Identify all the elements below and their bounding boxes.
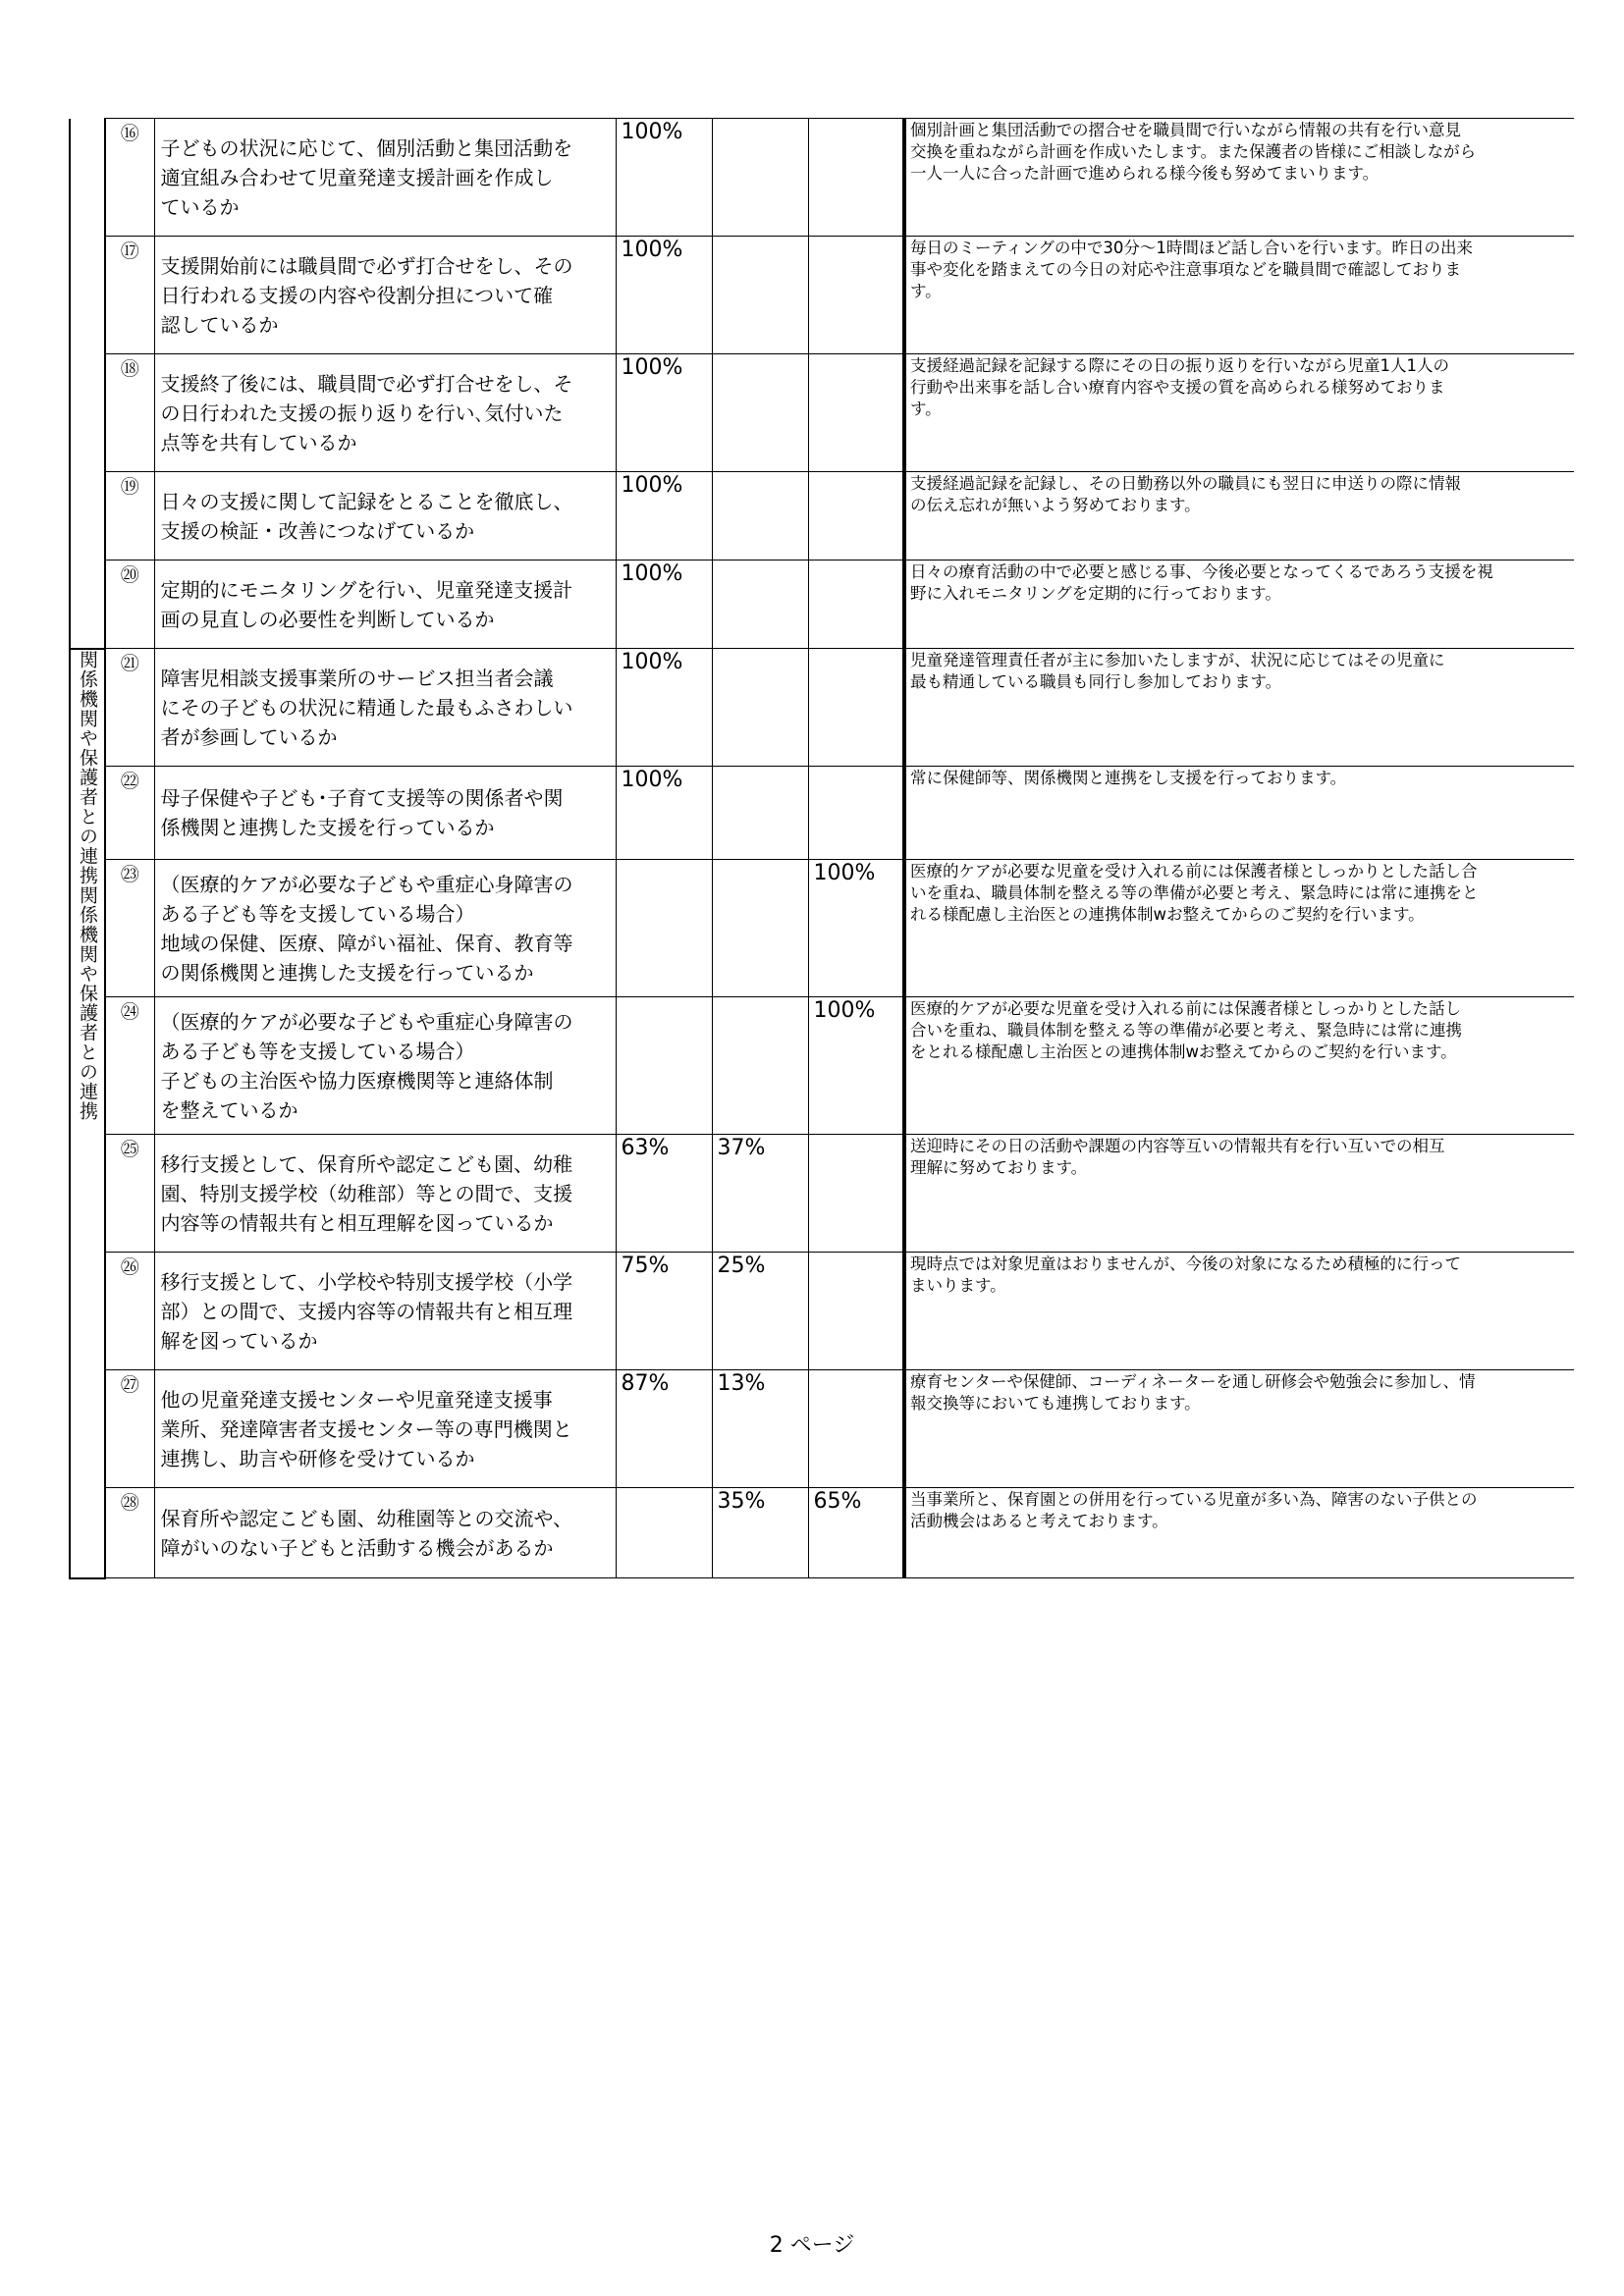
question-text: 子どもの状況に応じて、個別活動と集団活動を 適宜組み合わせて児童発達支援計画を作成し ているか <box>160 135 573 219</box>
item-number: ㉖ <box>105 1253 154 1370</box>
item-number: ㉓ <box>105 860 154 997</box>
answer-mixed <box>712 119 808 237</box>
comment-cell: 医療的ケアが必要な児童を受け入れる前には保護者様としっかりとした話し合 いを重ね、職員体制を整える等の準備が必要と考え、緊急時には常に連携をと れる様配慮し主治医との連携体制wお整えてからのご契約を行います。 <box>904 860 1574 997</box>
item-number: ⑱ <box>105 354 154 472</box>
answer-yes <box>616 1488 712 1578</box>
comment-cell: 日々の療育活動の中で必要と感じる事、今後必要となってくるであろう支援を視 野に入れモニタリングを定期的に行っております。 <box>904 561 1574 649</box>
answer-yes: 100% <box>616 649 712 767</box>
item-number: ⑰ <box>105 237 154 354</box>
answer-no: 100% <box>808 860 904 997</box>
question-cell <box>154 1488 616 1578</box>
comment-cell: 支援経過記録を記録する際にその日の振り返りを行いながら児童1人1人の 行動や出来事を話し合い療育内容や支援の質を高められる様努めておりま す。 <box>904 354 1574 472</box>
category-label: 関係機関や保護者との連携関係機関や保護者との連携 <box>77 649 98 1121</box>
question-text: 母子保健や子ども･子育て支援等の関係者や関 係機関と連携した支援を行っているか <box>160 786 564 839</box>
comment-cell: 送迎時にその日の活動や課題の内容等互いの情報共有を行い互いでの相互 理解に努めております。 <box>904 1135 1574 1253</box>
question-cell <box>154 1135 616 1253</box>
table-row <box>70 354 1574 472</box>
question-text: 日々の支援に関して記録をとることを徹底し、 支援の検証・改善につなげているか <box>160 489 573 543</box>
page-footer: 2 ページ <box>769 2233 855 2258</box>
item-number: ⑳ <box>105 561 154 649</box>
table-row <box>70 649 1574 767</box>
answer-yes: 100% <box>616 354 712 472</box>
answer-yes: 63% <box>616 1135 712 1253</box>
comment-cell: 療育センターや保健師、コーディネーターを通し研修会や勉強会に参加し、情 報交換等においても連携しております。 <box>904 1370 1574 1488</box>
answer-no: 100% <box>808 997 904 1135</box>
question-cell <box>154 860 616 997</box>
answer-no <box>808 354 904 472</box>
question-cell <box>154 237 616 354</box>
answer-mixed <box>712 997 808 1135</box>
question-text: 他の児童発達支援センターや児童発達支援事 業所、発達障害者支援センター等の専門機関と 連携し、助言や研修を受けているか <box>160 1387 572 1470</box>
answer-mixed <box>712 561 808 649</box>
item-number: ㉑ <box>105 649 154 767</box>
question-text: （医療的ケアが必要な子どもや重症心身障害の ある子ども等を支援している場合） 地域の保健、医療、障がい福祉、保育、教育等 の関係機関と連携した支援を行っているか <box>160 872 573 985</box>
question-cell <box>154 561 616 649</box>
category-cell-2 <box>70 649 105 1578</box>
table-row <box>70 997 1574 1135</box>
answer-mixed <box>712 354 808 472</box>
comment-cell: 支援経過記録を記録し、その日勤務以外の職員にも翌日に申送りの際に情報 の伝え忘れが無いよう努めております。 <box>904 472 1574 561</box>
question-cell <box>154 119 616 237</box>
question-text: （医療的ケアが必要な子どもや重症心身障害の ある子ども等を支援している場合） 子どもの主治医や協力医療機関等と連絡体制 を整えているか <box>160 1009 573 1122</box>
answer-yes: 100% <box>616 472 712 561</box>
answer-yes: 75% <box>616 1253 712 1370</box>
table-row <box>70 860 1574 997</box>
question-text: 保育所や認定こども園、幼稚園等との交流や、 障がいのない子どもと活動する機会があるか <box>160 1506 573 1560</box>
question-cell <box>154 1253 616 1370</box>
table-row <box>70 1253 1574 1370</box>
table-row <box>70 237 1574 354</box>
answer-yes: 100% <box>616 561 712 649</box>
item-number: ⑲ <box>105 472 154 561</box>
table-row <box>70 1488 1574 1578</box>
answer-no <box>808 1370 904 1488</box>
question-cell <box>154 767 616 860</box>
question-cell <box>154 472 616 561</box>
question-text: 支援終了後には、職員間で必ず打合せをし、そ の日行われた支援の振り返りを行い､気付いた 点等を共有しているか <box>160 371 573 454</box>
table-row <box>70 767 1574 860</box>
answer-no <box>808 119 904 237</box>
question-text: 定期的にモニタリングを行い、児童発達支援計 画の見直しの必要性を判断しているか <box>160 577 573 631</box>
table-row <box>70 1135 1574 1253</box>
answer-no <box>808 1135 904 1253</box>
answer-mixed <box>712 649 808 767</box>
table-row <box>70 1370 1574 1488</box>
evaluation-table <box>69 118 1574 1579</box>
answer-no <box>808 767 904 860</box>
answer-mixed <box>712 767 808 860</box>
answer-yes: 100% <box>616 119 712 237</box>
question-text: 支援開始前には職員間で必ず打合せをし、その 日行われる支援の内容や役割分担について確 認しているか <box>160 253 573 337</box>
answer-no <box>808 1253 904 1370</box>
comment-cell: 常に保健師等、関係機関と連携をし支援を行っております。 <box>904 767 1574 860</box>
comment-cell: 現時点では対象児童はおりませんが、今後の対象になるため積極的に行って まいります。 <box>904 1253 1574 1370</box>
question-cell <box>154 354 616 472</box>
question-cell <box>154 649 616 767</box>
answer-mixed: 35% <box>712 1488 808 1578</box>
answer-mixed: 13% <box>712 1370 808 1488</box>
answer-mixed: 37% <box>712 1135 808 1253</box>
table-row <box>70 119 1574 237</box>
item-number: ㉒ <box>105 767 154 860</box>
answer-yes <box>616 860 712 997</box>
answer-mixed <box>712 472 808 561</box>
item-number: ㉗ <box>105 1370 154 1488</box>
answer-mixed <box>712 237 808 354</box>
answer-yes: 87% <box>616 1370 712 1488</box>
comment-cell: 個別計画と集団活動での摺合せを職員間で行いながら情報の共有を行い意見 交換を重ねながら計画を作成いたします。また保護者の皆様にご相談しながら 一人一人に合った計画で進められる様今後も努めてまいります。 <box>904 119 1574 237</box>
question-cell <box>154 1370 616 1488</box>
table-row <box>70 561 1574 649</box>
question-text: 移行支援として、小学校や特別支援学校（小学 部）との間で、支援内容等の情報共有と相互理 解を図っているか <box>160 1269 573 1353</box>
item-number: ㉕ <box>105 1135 154 1253</box>
answer-no: 65% <box>808 1488 904 1578</box>
answer-no <box>808 472 904 561</box>
answer-mixed: 25% <box>712 1253 808 1370</box>
item-number: ㉔ <box>105 997 154 1135</box>
question-cell <box>154 997 616 1135</box>
comment-cell: 医療的ケアが必要な児童を受け入れる前には保護者様としっかりとした話し 合いを重ね、職員体制を整える等の準備が必要と考え、緊急時には常に連携 をとれる様配慮し主治医との連携体制wお整えてからのご契約を行います。 <box>904 997 1574 1135</box>
answer-no <box>808 561 904 649</box>
answer-no <box>808 237 904 354</box>
item-number: ⑯ <box>105 119 154 237</box>
comment-cell: 毎日のミーティングの中で30分～1時間ほど話し合いを行います。昨日の出来 事や変化を踏まえての今日の対応や注意事項などを職員間で確認しておりま す。 <box>904 237 1574 354</box>
answer-mixed <box>712 860 808 997</box>
answer-no <box>808 649 904 767</box>
table-body <box>70 119 1574 1578</box>
question-text: 移行支援として、保育所や認定こども園、幼稚 園、特別支援学校（幼稚部）等との間で、支援 内容等の情報共有と相互理解を図っているか <box>160 1151 573 1235</box>
answer-yes: 100% <box>616 237 712 354</box>
question-text: 障害児相談支援事業所のサービス担当者会議 にその子どもの状況に精通した最もふさわしい 者が参画しているか <box>160 666 573 749</box>
answer-yes <box>616 997 712 1135</box>
comment-cell: 児童発達管理責任者が主に参加いたしますが、状況に応じてはその児童に 最も精通している職員も同行し参加しております。 <box>904 649 1574 767</box>
table-row <box>70 472 1574 561</box>
category-cell-1 <box>70 119 105 649</box>
answer-yes: 100% <box>616 767 712 860</box>
comment-cell: 当事業所と、保育園との併用を行っている児童が多い為、障害のない子供との 活動機会はあると考えております。 <box>904 1488 1574 1578</box>
item-number: ㉘ <box>105 1488 154 1578</box>
